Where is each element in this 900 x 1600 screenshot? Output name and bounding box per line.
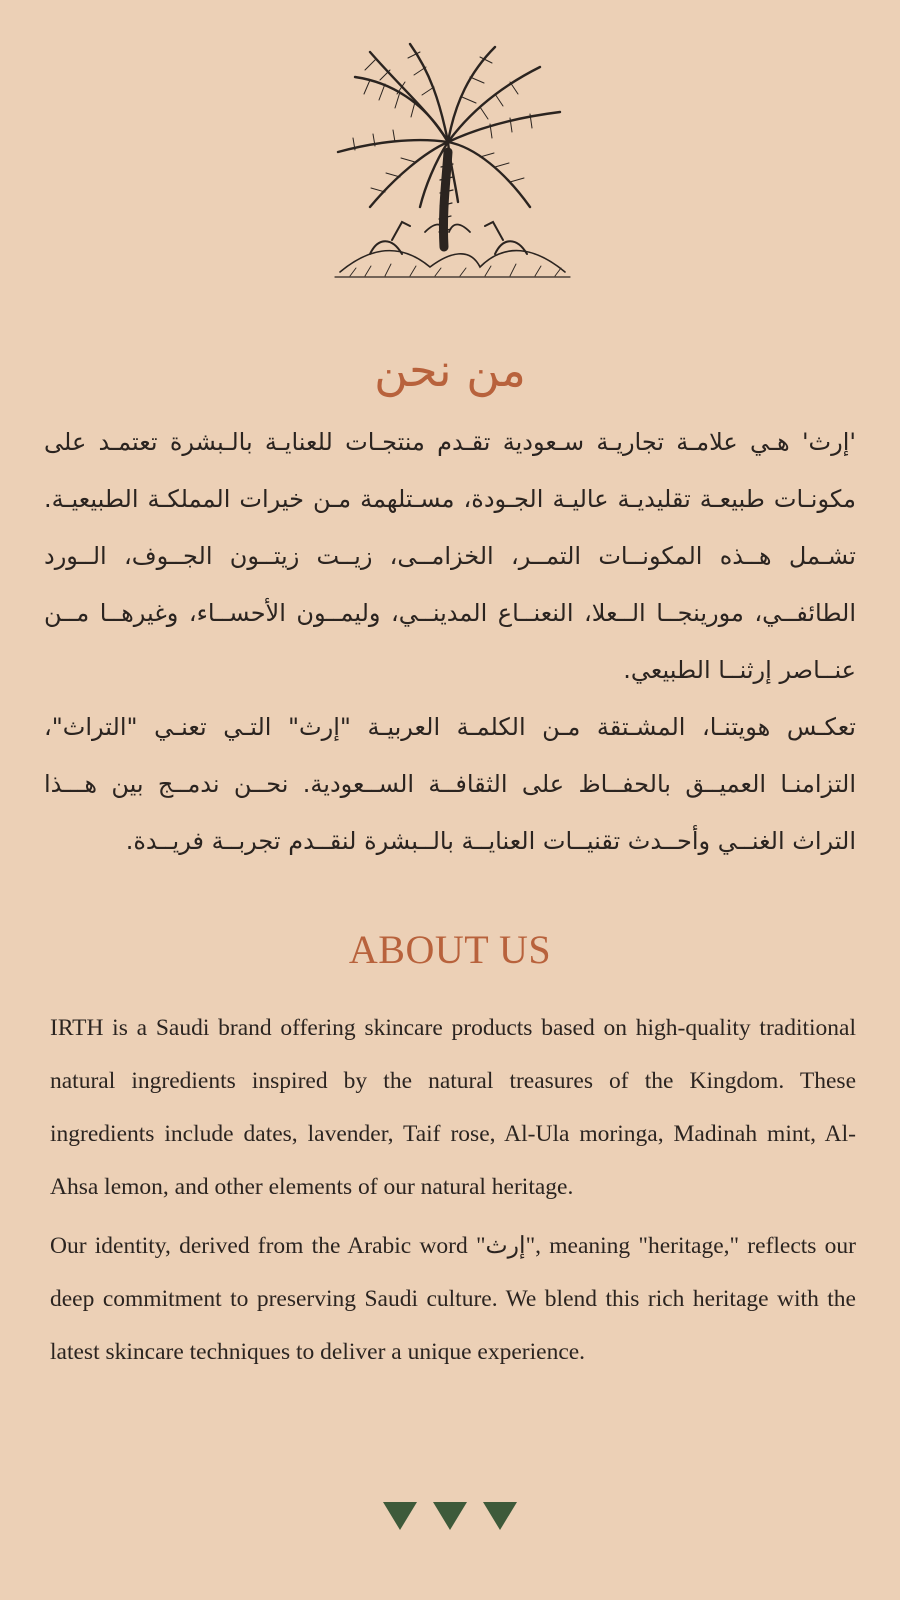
- triple-down-arrow-icon[interactable]: [380, 1500, 520, 1534]
- palm-tree-camels-icon: [330, 32, 575, 287]
- arabic-paragraph-identity: تعكـس هويتنـا، المشـتقة مـن الكلمـة العربيـة "إرث" التـي تعنـي "التراث"، التزامنـا العميــق بالحفــاظ على الثقافــة الســعودية. نحــن ندمــج بين هـــذا التراث الغنــي وأحــدث تقنيــات العنايــة بالــبشرة لنقــدم تجربــة فريــدة.: [44, 713, 856, 855]
- arabic-about-text: [44, 414, 856, 870]
- arabic-paragraph-intro: 'إرث' هـي علامـة تجاريـة سـعودية تقـدم منتجـات للعنايـة بالـبشرة تعتمـد على مكونـات طبيعـة تقليديـة عاليـة الجـودة، مسـتلهمة مـن خيرات المملكـة الطبيعيـة. تشـمل هــذه المكونــات التمــر، الخزامــى، زيــت زيتــون الجــوف، الــورد الطائفــي، مورينجــا الــعلا، النعنــاع المدينــي، وليمــون الأحســاء، وغيرهــا مــن عنــاصر إرثنــا الطبيعي.: [44, 428, 856, 684]
- english-paragraph-identity: Our identity, derived from the Arabic word "إرث", meaning "heritage," reflects our deep commitment to preserving Saudi culture. We blend this rich heritage with the latest skincare techniques to deliver a unique experience.: [50, 1233, 856, 1365]
- english-about-text: [50, 1002, 856, 1385]
- arabic-section-heading: من نحن: [374, 343, 526, 397]
- english-paragraph-intro: IRTH is a Saudi brand offering skincare products based on high-quality traditional natural ingredients inspired by the natural treasures of the Kingdom. These ingredients include dates, lavender, Taif rose, Al-Ula moringa, Madinah mint, Al-Ahsa lemon, and other elements of our natural heritage.: [50, 1015, 856, 1200]
- english-section-heading: ABOUT US: [348, 927, 552, 972]
